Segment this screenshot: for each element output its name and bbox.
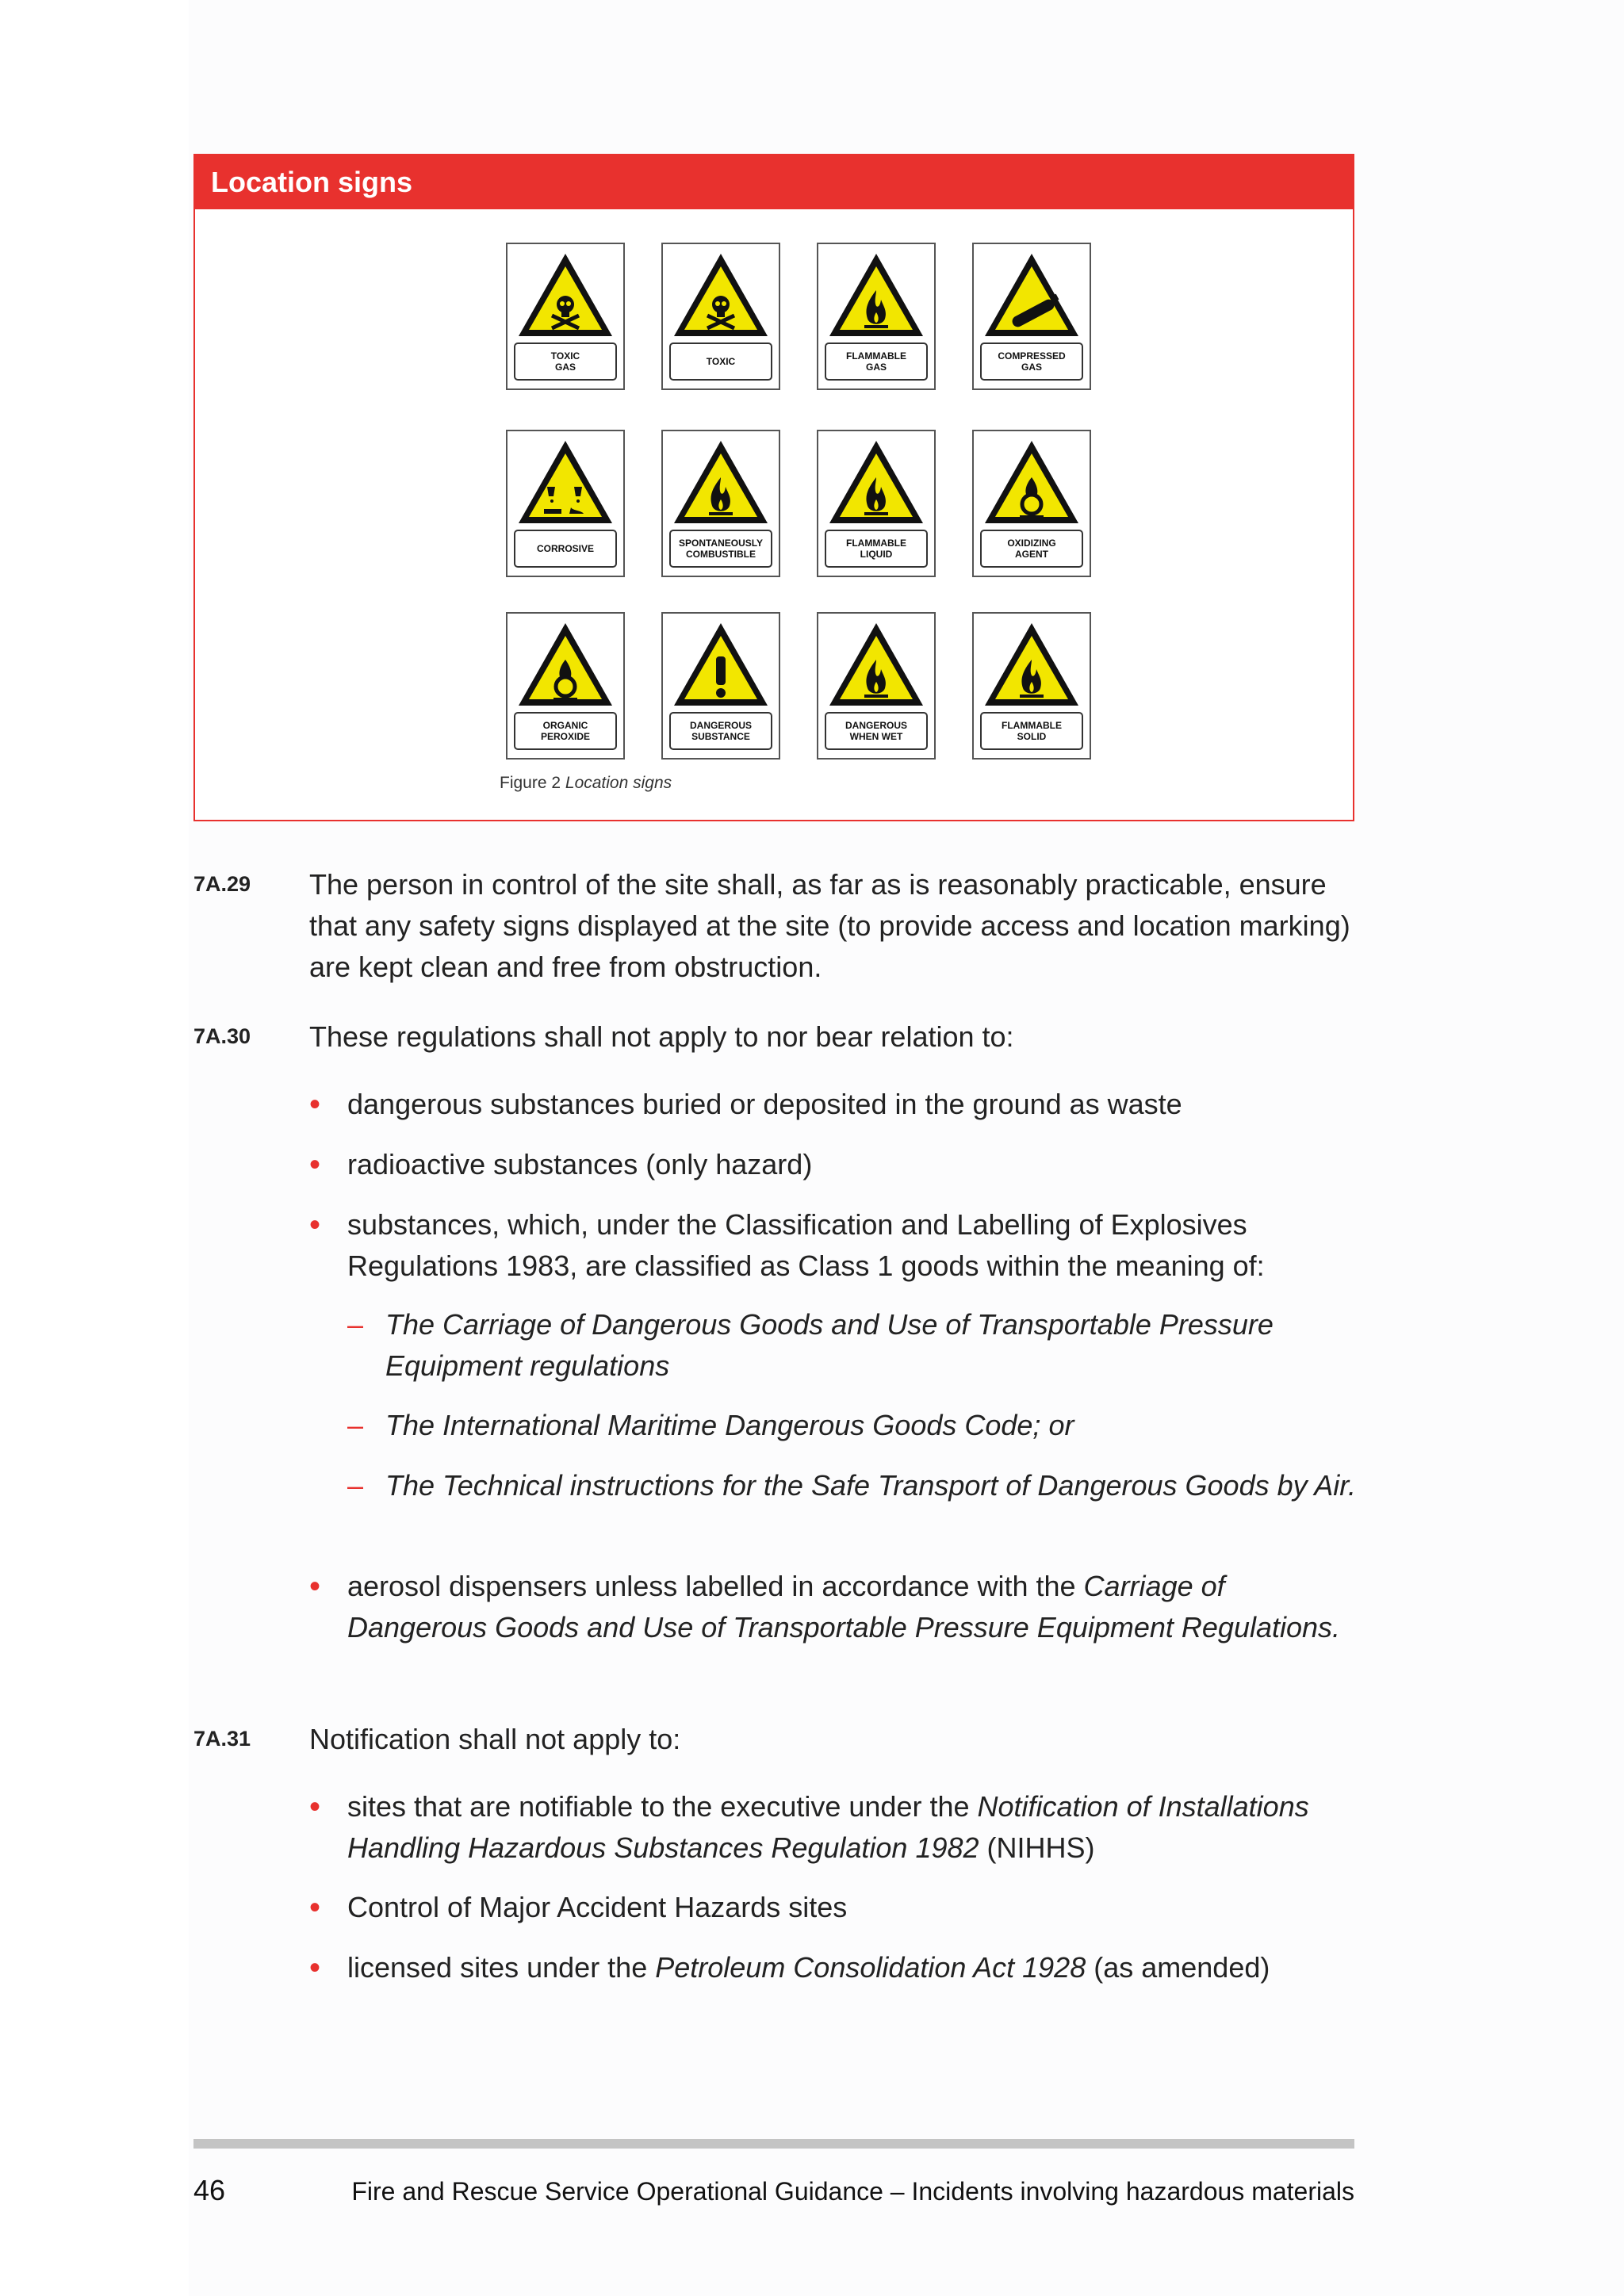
dash-icon: – — [347, 1308, 364, 1341]
exclamation-icon — [671, 620, 771, 709]
list-item-text — [347, 1947, 1354, 1988]
hazard-sign — [817, 612, 936, 760]
flame-icon — [671, 438, 771, 526]
bullet-icon: • — [309, 1147, 321, 1182]
flame-icon — [826, 251, 926, 339]
flame-icon — [826, 620, 926, 709]
figure-caption-number: Figure 2 — [500, 774, 561, 792]
hazard-sign-label: OXIDIZING AGENT — [980, 530, 1083, 568]
list-item-text — [347, 1786, 1354, 1869]
figure-caption — [500, 774, 672, 793]
flame-over-circle-icon — [982, 438, 1082, 526]
list-item-text-italic: Notification of Installations Handling Hazardous Substances Regulation 1982 — [347, 1790, 1309, 1864]
list-item-text — [347, 1566, 1354, 1648]
list-item-text-plain: licensed sites under the — [347, 1951, 656, 1984]
hazard-sign-label: FLAMMABLE GAS — [825, 342, 928, 381]
bullet-icon: • — [309, 1950, 321, 1985]
list-item-text: dangerous substances buried or deposited in the ground as waste — [347, 1088, 1182, 1120]
hazard-sign — [506, 430, 625, 577]
hazard-sign — [661, 430, 780, 577]
sub-list-item-text: The Carriage of Dangerous Goods and Use of Transportable Pressure Equipment regulations — [385, 1308, 1274, 1382]
list-item-text-italic: Petroleum Consolidation Act 1928 — [655, 1951, 1086, 1984]
hazard-sign-label: DANGEROUS SUBSTANCE — [669, 712, 772, 750]
hazard-sign-label: ORGANIC PEROXIDE — [514, 712, 617, 750]
hazard-sign — [661, 612, 780, 760]
sub-list-item-text: The Technical instructions for the Safe Transport of Dangerous Goods by Air. — [385, 1469, 1356, 1502]
hazard-sign — [817, 243, 936, 390]
hazard-sign — [817, 430, 936, 577]
hazard-sign-label: FLAMMABLE SOLID — [980, 712, 1083, 750]
bullet-icon: • — [309, 1569, 321, 1604]
list-item-text: substances, which, under the Classification and Labelling of Explosives Regulations 1983, are classified as Class 1 goods within the meaning of: — [347, 1208, 1265, 1282]
bullet-icon: • — [309, 1207, 321, 1242]
paragraph-number: 7A.29 — [193, 872, 251, 896]
flame-over-circle-icon — [515, 620, 615, 709]
hazard-sign-label: FLAMMABLE LIQUID — [825, 530, 928, 568]
hazard-sign-label: TOXIC — [669, 342, 772, 381]
location-signs-box — [193, 154, 1354, 821]
bullet-icon: • — [309, 1087, 321, 1122]
hazard-sign — [972, 243, 1091, 390]
list-item-text-italic: Carriage of Dangerous Goods and Use of Transportable Pressure Equipment Regulations. — [347, 1570, 1341, 1644]
paragraph-text: Notification shall not apply to: — [309, 1723, 681, 1755]
footer-rule — [193, 2139, 1354, 2149]
hazard-sign-label: TOXIC GAS — [514, 342, 617, 381]
box-header: Location signs — [195, 155, 1353, 209]
dash-icon: – — [347, 1469, 364, 1502]
hazard-sign-label: DANGEROUS WHEN WET — [825, 712, 928, 750]
hazard-sign-label: COMPRESSED GAS — [980, 342, 1083, 381]
gas-cylinder-icon — [982, 251, 1082, 339]
sub-list-item-text: The International Maritime Dangerous Goods Code; or — [385, 1409, 1074, 1441]
hazard-sign — [972, 612, 1091, 760]
dash-icon: – — [347, 1409, 364, 1441]
hazard-sign — [506, 612, 625, 760]
page-number: 46 — [193, 2174, 226, 2206]
paragraph-number: 7A.31 — [193, 1727, 251, 1751]
flame-icon — [826, 438, 926, 526]
hazard-sign — [972, 430, 1091, 577]
skull-crossbones-icon — [671, 251, 771, 339]
paragraph-number: 7A.30 — [193, 1024, 251, 1048]
list-item-text: radioactive substances (only hazard) — [347, 1148, 813, 1181]
figure-caption-title: Location signs — [565, 774, 672, 792]
corrosive-icon — [515, 438, 615, 526]
paragraph-text: These regulations shall not apply to nor bear relation to: — [309, 1020, 1014, 1053]
hazard-sign — [661, 243, 780, 390]
hazard-sign-label: CORROSIVE — [514, 530, 617, 568]
hazard-sign — [506, 243, 625, 390]
bullet-icon: • — [309, 1789, 321, 1824]
footer-title: Fire and Rescue Service Operational Guidance – Incidents involving hazardous materials — [351, 2177, 1354, 2206]
paragraph-text: The person in control of the site shall, as far as is reasonably practicable, ensure that any safety signs displayed at the site (to provide access and location marking) are kept clean and free from obstruction. — [309, 868, 1350, 983]
hazard-sign-label: SPONTANEOUSLY COMBUSTIBLE — [669, 530, 772, 568]
list-item-text-plain: (as amended) — [1086, 1951, 1270, 1984]
list-item-text-plain: (NIHHS) — [979, 1831, 1095, 1864]
list-item-text: Control of Major Accident Hazards sites — [347, 1891, 848, 1923]
bullet-icon: • — [309, 1890, 321, 1925]
skull-crossbones-icon — [515, 251, 615, 339]
list-item-text-plain: sites that are notifiable to the executive under the — [347, 1790, 978, 1823]
list-item-text-plain: aerosol dispensers unless labelled in accordance with the — [347, 1570, 1084, 1602]
flame-icon — [982, 620, 1082, 709]
